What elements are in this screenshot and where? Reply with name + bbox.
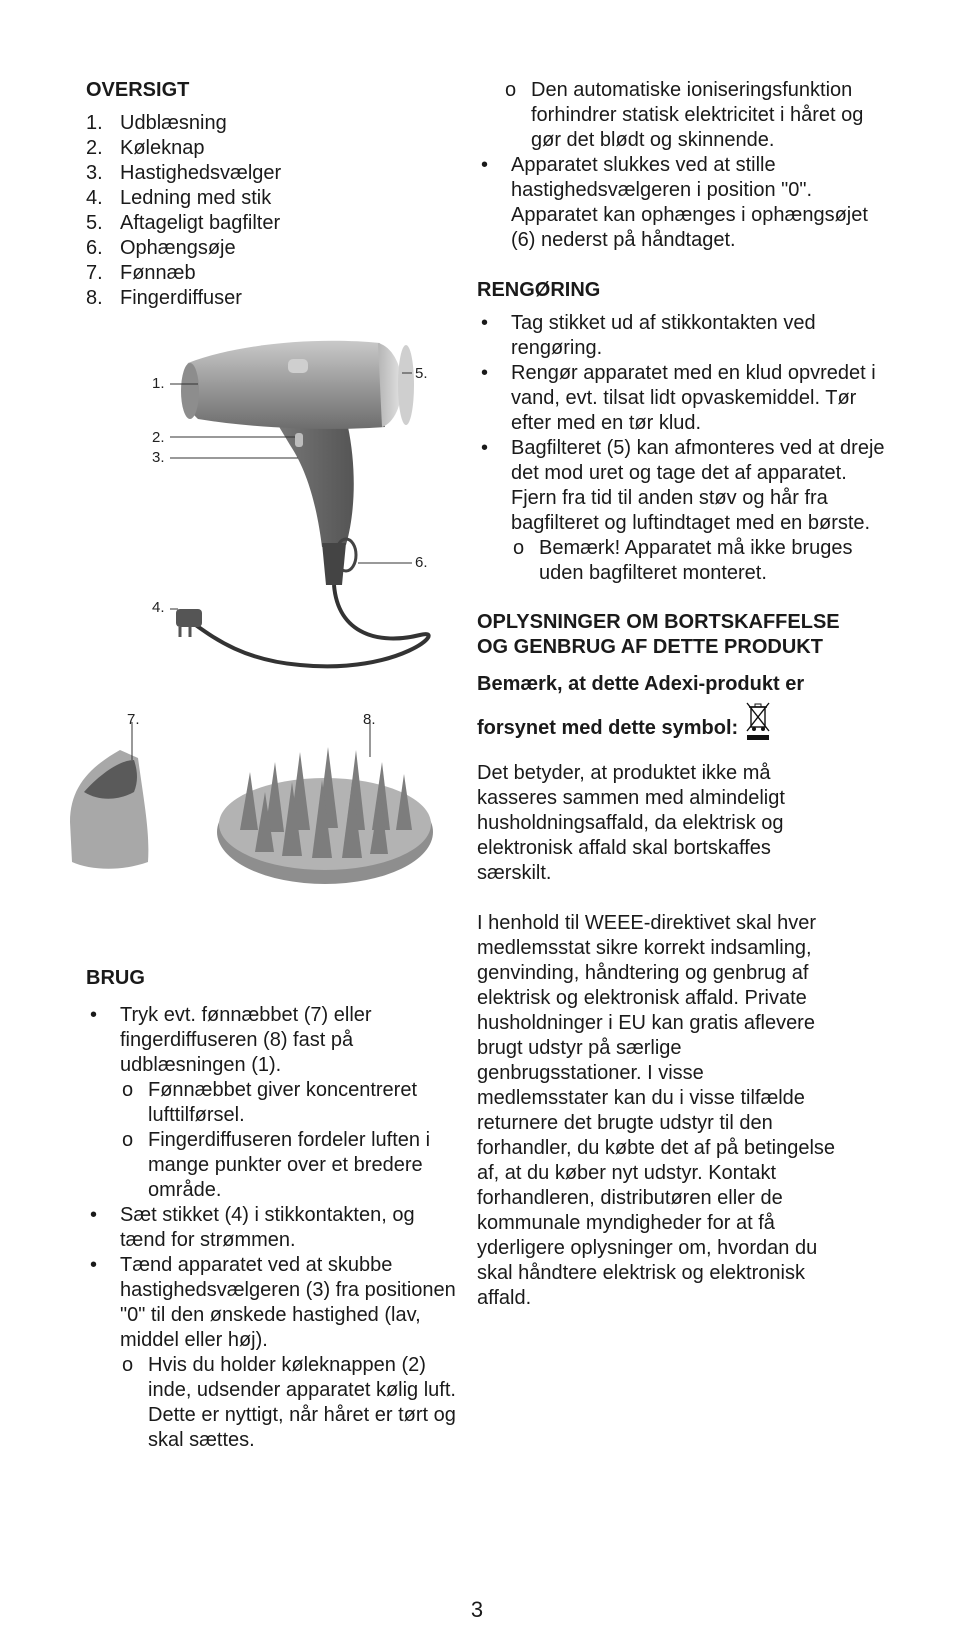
overview-item [86, 211, 466, 236]
hair-dryer-drawing [176, 341, 429, 667]
bullet-marker: • [481, 154, 489, 176]
sub-marker: o [122, 1129, 134, 1151]
use-bullet-1-text: Tryk evt. fønnæbbet (7) eller fingerdiffuseren (8) fast på udblæsningen (1). [120, 1004, 372, 1076]
figure-label-4: 4. [152, 599, 165, 616]
hair-dryer-figure [150, 335, 440, 695]
cleaning-bullet-1 [477, 311, 887, 361]
switch-off-bullet [477, 153, 887, 253]
use-sub-3 [120, 1353, 456, 1453]
page-number: 3 [470, 1597, 484, 1622]
overview-item-number: 8. [86, 287, 103, 309]
overview-item [86, 236, 466, 261]
disposal-note-line-1: Bemærk, at dette Adexi-produkt er [477, 673, 805, 695]
disposal-paragraph-2: I henhold til WEEE-direktivet skal hver medlemsstat sikre korrekt indsamling, genvinding, håndtering og genbrug af elektrisk og elektronisk affald. Private husholdninger i EU kan gratis aflevere brugt udstyr på særlige genbrugsstationer. I visse medlemsstater kan du i visse tilfælde returnere det brugte udstyr til den forhandler, du købte det af på betingelse af, at du køber nyt udstyr. Kontakt forhandleren, distributøren eller de kommunale myndigheder for at få yderligere oplysninger om, hvordan du skal håndtere elektrisk og elektronisk affald. [477, 912, 836, 1309]
use-sub-1-text: Fønnæbbet giver koncentreret lufttilførsel. [148, 1079, 418, 1126]
use-bullet-3-text: Tænd apparatet ved at skubbe hastighedsvælgeren (3) fra positionen "0" til den ønskede hastighed (lav, middel eller høj). [120, 1254, 456, 1351]
sub-marker: o [505, 79, 517, 101]
overview-item [86, 186, 466, 211]
cleaning-bullet-1-text: Tag stikket ud af stikkontakten ved rengøring. [511, 312, 816, 359]
overview-item-label: Hastighedsvælger [120, 162, 282, 184]
overview-list [86, 111, 466, 311]
use-sub-1 [120, 1078, 456, 1128]
disposal-paragraph-1: Det betyder, at produktet ikke må kasseres sammen med almindeligt husholdningsaffald, da elektrisk og elektronisk affald skal bortskaffes særskilt. [477, 762, 785, 884]
figure-label-8: 8. [363, 711, 376, 728]
use-heading: BRUG [86, 967, 145, 989]
ionizer-sub [503, 78, 887, 153]
sub-marker: o [122, 1354, 134, 1376]
overview-item-label: Fønnæb [120, 262, 196, 284]
cleaning-heading: RENGØRING [477, 279, 601, 301]
cleaning-sub-1 [511, 536, 887, 586]
ionizer-sub-text: Den automatiske ioniseringsfunktion forhindrer statisk elektricitet i håret og gør det blødt og skinnende. [531, 79, 864, 151]
overview-item-number: 7. [86, 262, 103, 284]
attachments-figure [60, 712, 460, 902]
overview-item [86, 261, 466, 286]
overview-item [86, 286, 466, 311]
overview-item-label: Fingerdiffuser [120, 287, 242, 309]
use-bullet-2-text: Sæt stikket (4) i stikkontakten, og tænd for strømmen. [120, 1204, 415, 1251]
cleaning-bullet-3 [477, 436, 887, 536]
cleaning-bullet-2 [477, 361, 887, 436]
figure-label-2: 2. [152, 429, 165, 446]
overview-item-number: 5. [86, 212, 103, 234]
bullet-marker: • [90, 1204, 98, 1226]
bullet-marker: • [481, 362, 489, 384]
bullet-marker: • [481, 437, 489, 459]
bullet-marker: • [90, 1254, 98, 1276]
use-bullet-3 [86, 1253, 456, 1353]
disposal-heading: OPLYSNINGER OM BORTSKAFFELSE OG GENBRUG AF DETTE PRODUKT [477, 611, 840, 658]
use-bullet-2 [86, 1203, 456, 1253]
finger-diffuser-drawing [217, 722, 433, 884]
bullet-marker: • [481, 312, 489, 334]
use-section [86, 966, 456, 1453]
sub-marker: o [122, 1079, 134, 1101]
weee-bin-icon [744, 701, 772, 741]
overview-item-number: 3. [86, 162, 103, 184]
figure-label-6: 6. [415, 554, 428, 571]
cleaning-bullet-3-text: Bagfilteret (5) kan afmonteres ved at dreje det mod uret og tage det af apparatet. Fjern fra tid til anden støv og hår fra bagfilteret og luftindtaget med en børste. [511, 437, 885, 534]
overview-item-number: 1. [86, 112, 103, 134]
switch-off-text: Apparatet slukkes ved at stille hastighedsvælgeren i position "0". Apparatet kan ophænges i ophængsøjet (6) nederst på håndtaget. [511, 154, 868, 251]
use-bullet-1 [86, 1003, 456, 1078]
overview-item-number: 6. [86, 237, 103, 259]
sub-marker: o [513, 537, 525, 559]
overview-item [86, 111, 466, 136]
disposal-note-line-2-row [477, 701, 887, 741]
use-sub-2-text: Fingerdiffuseren fordeler luften i mange punkter over et bredere område. [148, 1129, 431, 1201]
disposal-note-line-2: forsynet med dette symbol: [477, 717, 739, 739]
bullet-marker: • [90, 1004, 98, 1026]
overview-item-number: 2. [86, 137, 103, 159]
overview-item-number: 4. [86, 187, 103, 209]
overview-item [86, 161, 466, 186]
overview-item [86, 136, 466, 161]
use-sub-3-text: Hvis du holder køleknappen (2) inde, udsender apparatet kølig luft. Dette er nyttigt, når håret er tørt og skal sættes. [148, 1354, 456, 1451]
overview-item-label: Aftageligt bagfilter [120, 212, 281, 234]
figure-label-3: 3. [152, 449, 165, 466]
overview-item-label: Udblæsning [120, 112, 227, 134]
overview-item-label: Ledning med stik [120, 187, 272, 209]
figure-label-1: 1. [152, 375, 165, 392]
figure-label-5: 5. [415, 365, 428, 382]
overview-item-label: Køleknap [120, 137, 205, 159]
cleaning-bullet-2-text: Rengør apparatet med en klud opvredet i vand, evt. tilsat lidt opvaskemiddel. Tør efter med en tør klud. [511, 362, 876, 434]
cleaning-sub-1-text: Bemærk! Apparatet må ikke bruges uden bagfilteret monteret. [539, 537, 853, 584]
overview-item-label: Ophængsøje [120, 237, 236, 259]
figure-label-7: 7. [127, 711, 140, 728]
overview-heading: OVERSIGT [86, 79, 190, 101]
right-column [477, 78, 887, 1311]
concentrator-nozzle-drawing [70, 722, 148, 869]
use-sub-2 [120, 1128, 456, 1203]
